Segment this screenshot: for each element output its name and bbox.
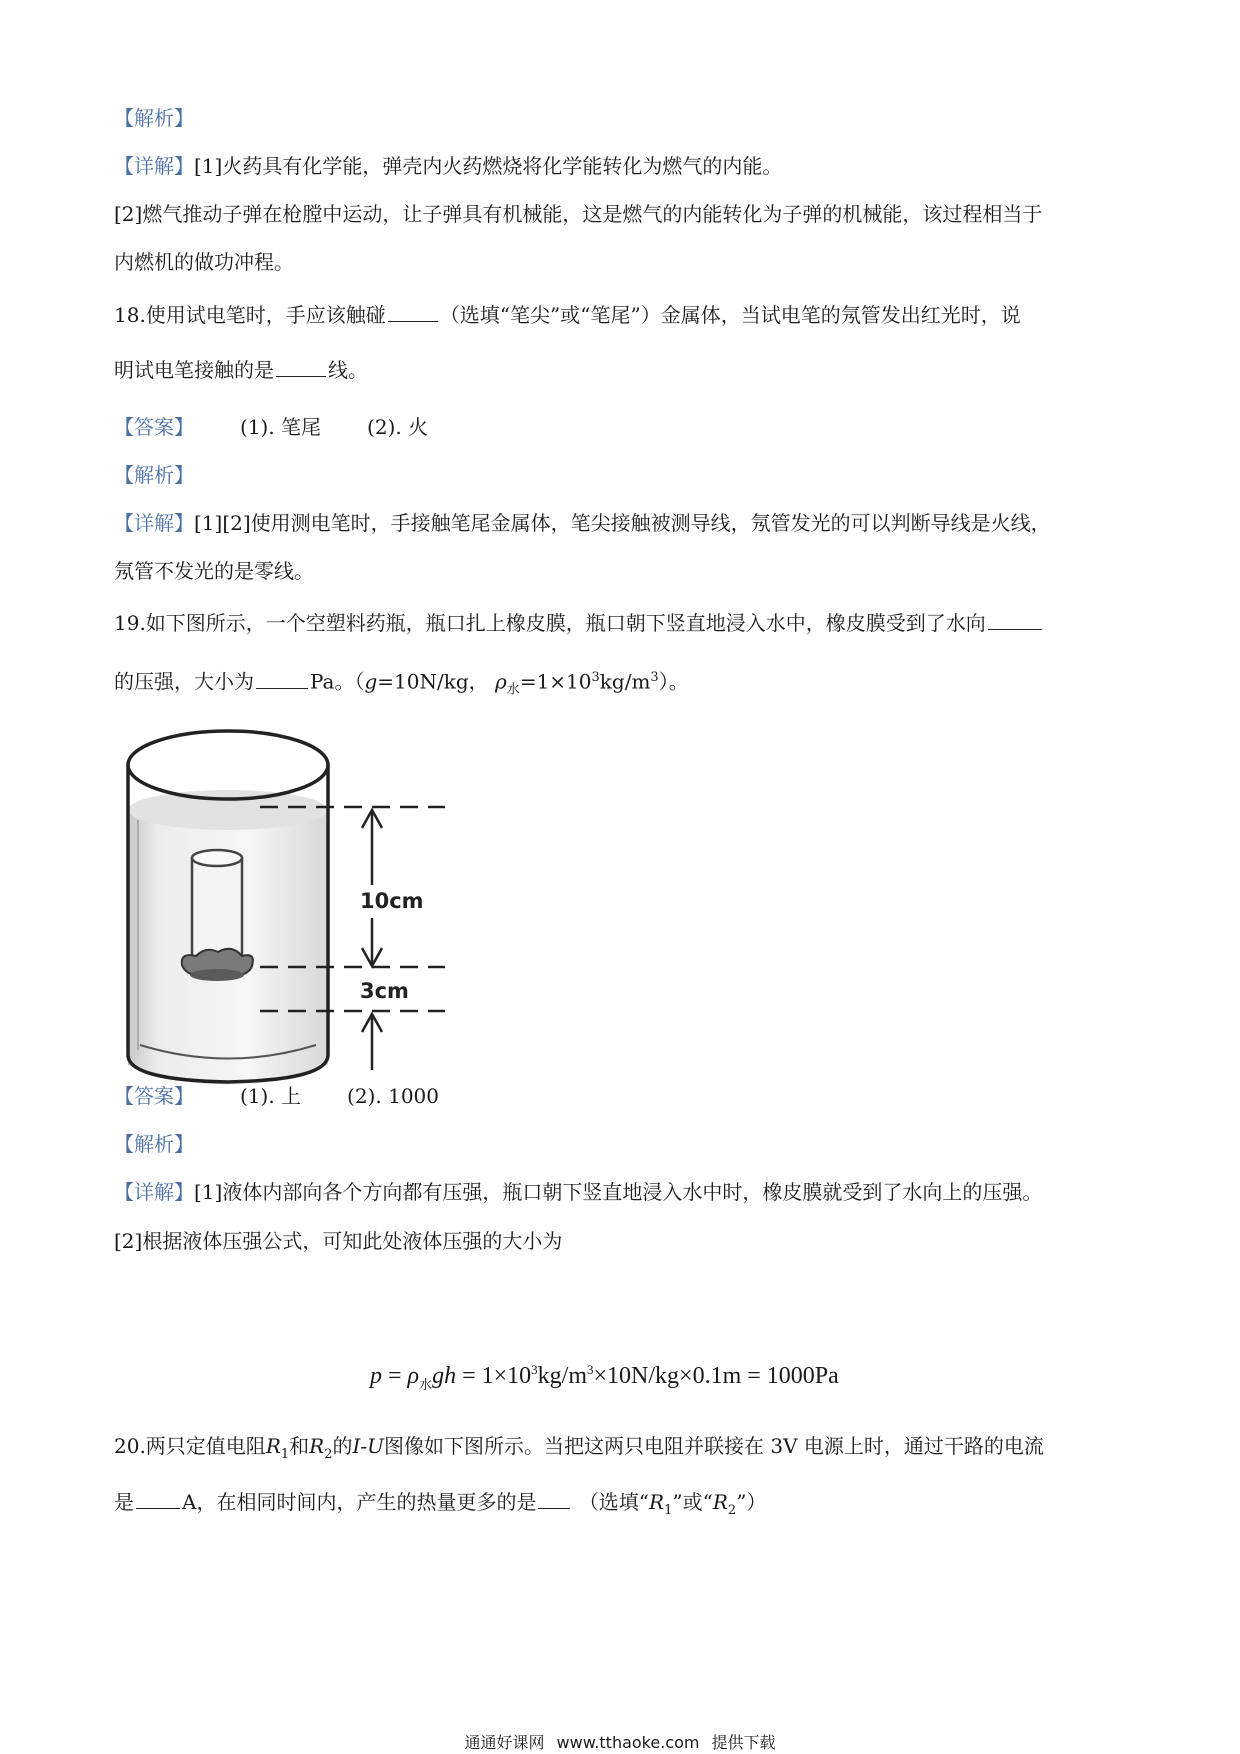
q20-blank-1[interactable] — [136, 1490, 180, 1509]
q20-text-1b: 的 — [332, 1434, 353, 1458]
footer-action: 提供下载 — [711, 1733, 776, 1752]
opt2-symbol: R — [712, 1490, 728, 1514]
answer-tag: 【答案】 — [114, 1084, 194, 1108]
r1-subscript: 1 — [280, 1447, 290, 1462]
formula-exp-2: 3 — [587, 1362, 594, 1377]
q17-detail-line-1 — [114, 152, 782, 180]
q20-and: 和 — [289, 1434, 310, 1458]
q19-detail-line-1 — [114, 1178, 1042, 1206]
r2-symbol: R — [309, 1434, 325, 1458]
q20-text-1c: 图像如下图所示。当把这两只电阻并联接在 3V 电源上时，通过干路的电流 — [384, 1434, 1044, 1458]
q20-text-2a: 是 — [114, 1490, 134, 1514]
q20-blank-2[interactable] — [538, 1490, 570, 1509]
q18-detail-text-1: [1][2]使用测电笔时，手接触笔尾金属体，笔尖接触被测导线，氖管发光的可以判断导线是火线， — [194, 511, 1051, 535]
q20-question-line-1 — [114, 1432, 1044, 1469]
q19-detail-text-1: [1]液体内部向各个方向都有压强，瓶口朝下竖直地浸入水中时，橡皮膜就受到了水向上的压强。 — [194, 1180, 1043, 1204]
formula-eq: = — [382, 1363, 408, 1389]
q18-blank-1[interactable] — [388, 303, 438, 322]
pressure-formula — [370, 1362, 839, 1393]
analysis-tag: 【解析】 — [114, 106, 194, 130]
iu-symbol: I-U — [352, 1434, 385, 1458]
rho-symbol: ρ — [495, 669, 507, 694]
beaker-rim — [128, 731, 328, 799]
q19-text-2b: Pa。（ — [310, 669, 365, 694]
formula-gh: gh — [432, 1363, 457, 1389]
footer-url[interactable]: www.tthaoke.com — [556, 1733, 700, 1752]
q20-text-2d: ”或“ — [672, 1490, 713, 1514]
analysis-tag: 【解析】 — [114, 463, 194, 487]
q17-detail-text-1: [1]火药具有化学能，弹壳内火药燃烧将化学能转化为燃气的内能。 — [194, 154, 783, 178]
beaker-figure — [110, 720, 510, 1100]
q18-text-1b: （选填“笔尖”或“笔尾”）金属体，当试电笔的氖管发出红光时，说 — [439, 303, 1021, 327]
analysis-tag: 【解析】 — [114, 1132, 194, 1156]
detail-tag: 【详解】 — [114, 511, 194, 535]
formula-p: p — [370, 1363, 382, 1389]
formula-rho: ρ — [407, 1363, 420, 1389]
water-surface — [128, 790, 328, 830]
formula-rest-2: kg/m — [537, 1363, 588, 1389]
q18-blank-2[interactable] — [276, 358, 326, 377]
q20-text-1a: 20.两只定值电阻 — [114, 1434, 266, 1458]
rho-exponent: 3 — [591, 670, 600, 685]
q18-answer-1: (1). 笔尾 — [240, 415, 322, 439]
opt1-subscript: 1 — [664, 1503, 673, 1518]
q17-detail-line-2: [2]燃气推动子弹在枪膛中运动，让子弹具有机械能，这是燃气的内能转化为子弹的机械能，该过程相当于 — [114, 202, 1043, 226]
formula-rest-3: ×10N/kg×0.1m = 1000Pa — [593, 1363, 839, 1389]
q18-text-2a: 明试电笔接触的是 — [114, 358, 274, 382]
bottle-top — [192, 850, 242, 866]
q18-answer-2: (2). 火 — [367, 415, 429, 439]
q18-question-line-1 — [114, 301, 1021, 329]
q19-text-2a: 的压强，大小为 — [114, 669, 254, 694]
opt1-symbol: R — [649, 1490, 665, 1514]
label-10cm: 10cm — [360, 889, 424, 913]
q19-detail-line-2: [2]根据液体压强公式，可知此处液体压强的大小为 — [114, 1229, 563, 1253]
rho-unit-exponent: 3 — [650, 670, 659, 685]
q18-detail-line-1 — [114, 509, 1051, 537]
rho-unit: kg/m — [599, 669, 651, 694]
q20-text-2e: ”） — [736, 1490, 767, 1514]
answer-tag: 【答案】 — [114, 415, 194, 439]
q17-detail-line-3: 内燃机的做功冲程。 — [114, 250, 294, 274]
formula-exp-1: 3 — [531, 1362, 538, 1377]
q19-text-1: 19.如下图所示，一个空塑料药瓶，瓶口扎上橡皮膜，瓶口朝下竖直地浸入水中，橡皮膜受到了水向 — [114, 611, 986, 635]
rho-value: =1×10 — [519, 669, 592, 694]
q20-text-2c: （选填“ — [578, 1490, 650, 1514]
q18-question-line-2 — [114, 356, 368, 384]
q18-answer-line — [114, 413, 428, 441]
footer-site-name: 通通好课网 — [464, 1733, 545, 1752]
q19-answer-2: (2). 1000 — [347, 1084, 439, 1108]
q19-question-line-1 — [114, 609, 1044, 637]
g-value: =10N/kg， — [377, 669, 489, 694]
q20-question-line-2 — [114, 1488, 766, 1525]
r1-symbol: R — [265, 1434, 281, 1458]
q18-text-2b: 线。 — [328, 358, 368, 382]
membrane-band — [190, 969, 244, 981]
r2-subscript: 2 — [324, 1447, 333, 1462]
detail-tag: 【详解】 — [114, 154, 194, 178]
q19-answer-1: (1). 上 — [240, 1084, 302, 1108]
opt2-subscript: 2 — [727, 1503, 737, 1518]
g-symbol: g — [364, 669, 378, 694]
q18-text-1a: 18.使用试电笔时，手应该触碰 — [114, 303, 386, 327]
formula-rest-1: = 1×10 — [456, 1363, 532, 1389]
q19-blank-1[interactable] — [988, 611, 1042, 630]
label-3cm: 3cm — [360, 979, 409, 1003]
q18-detail-line-2: 氖管不发光的是零线。 — [114, 559, 314, 583]
q19-blank-2[interactable] — [256, 670, 308, 689]
page-footer — [0, 1730, 1240, 1753]
detail-tag: 【详解】 — [114, 1180, 194, 1204]
q19-question-line-2 — [114, 664, 689, 705]
q19-text-2c: ）。 — [658, 669, 689, 694]
q20-text-2b: A，在相同时间内，产生的热量更多的是 — [182, 1490, 537, 1514]
formula-rho-sub: 水 — [419, 1376, 433, 1392]
q19-answer-line — [114, 1082, 439, 1110]
rho-subscript: 水 — [506, 682, 520, 698]
